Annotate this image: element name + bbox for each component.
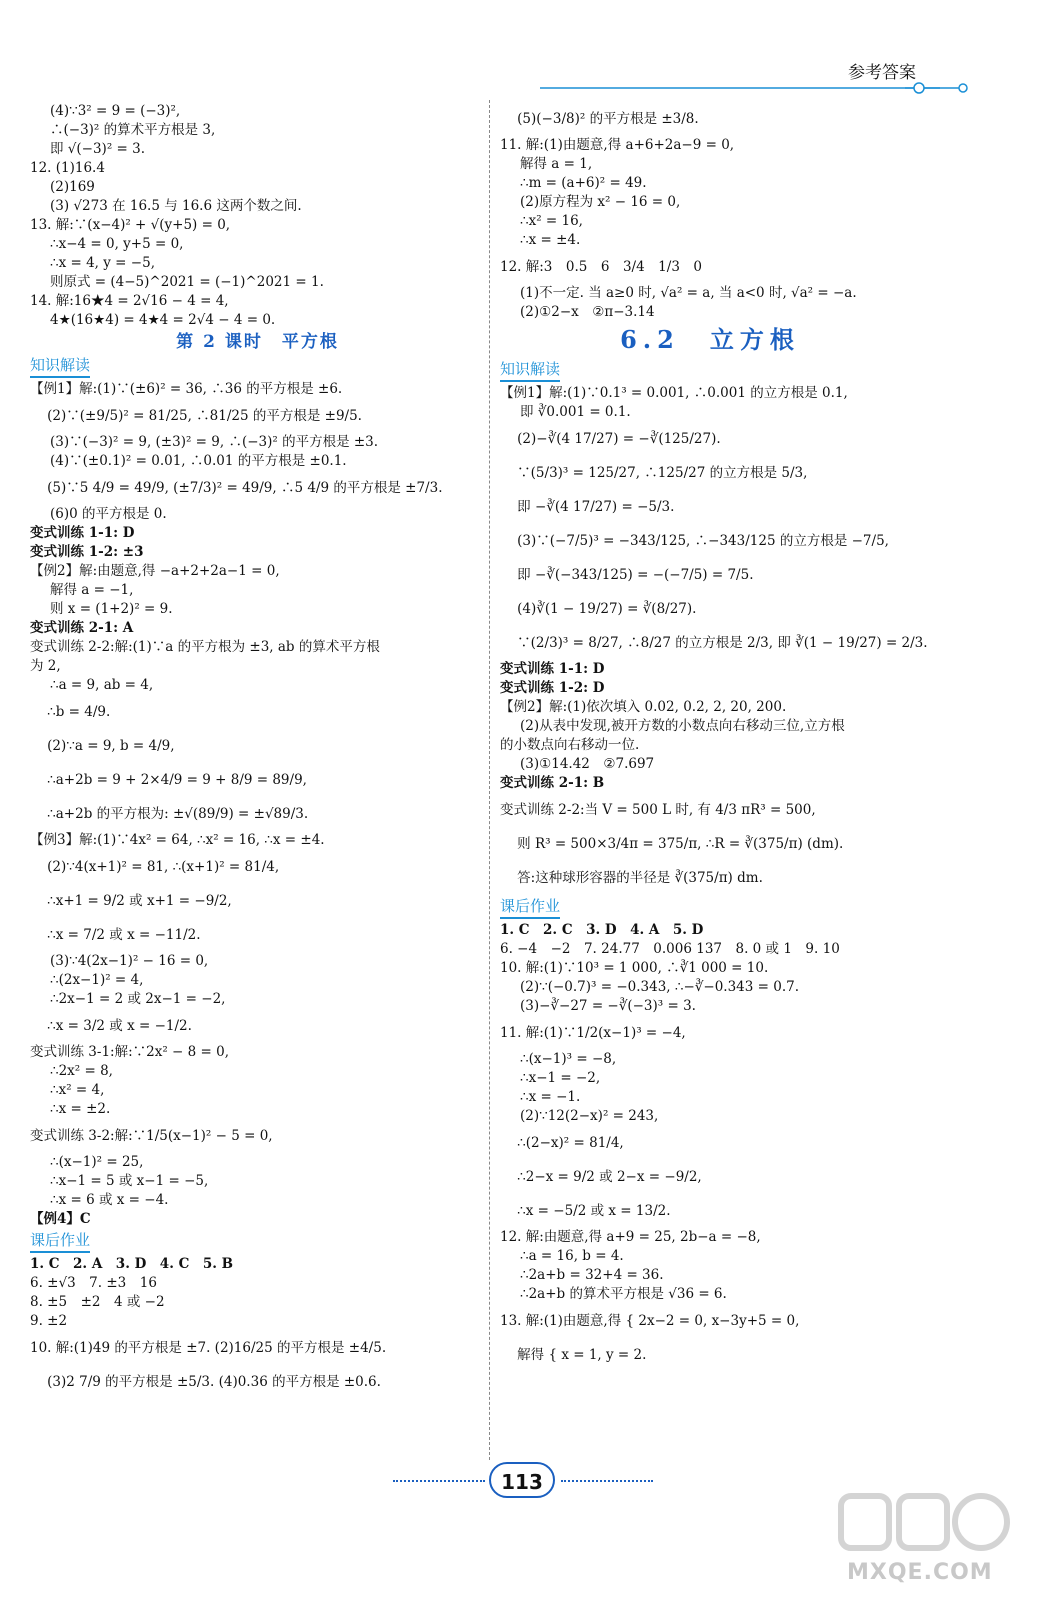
answer-line: (2)169 xyxy=(50,179,95,195)
answer-line: 则 x = (1+2)² = 9. xyxy=(50,601,173,617)
answer-line: ∵(5/3)³ = 125/27, ∴125/27 的立方根是 5/3, xyxy=(500,465,808,481)
answer-line: (3)∵(−7/5)³ = −343/125, ∴−343/125 的立方根是 −7/5, xyxy=(500,533,889,549)
answer-line: ∴x = −5/2 或 x = 13/2. xyxy=(500,1203,671,1219)
answer-line: ∴x² = 16, xyxy=(520,213,583,229)
answer-line: ∴(−3)² 的算术平方根是 3, xyxy=(50,122,216,138)
answer-line: (6)0 的平方根是 0. xyxy=(50,506,167,522)
page-number: 113 xyxy=(489,1462,555,1498)
answer-line: 则 R³ = 500×3/4π = 375/π, ∴R = ∛(375/π) (dm). xyxy=(500,836,844,852)
answer-key-line: 1. C 2. C 3. D 4. A 5. D xyxy=(500,922,704,938)
answer-line: ∴x+1 = 9/2 或 x+1 = −9/2, xyxy=(30,893,232,909)
answer-line: ∴a+2b 的平方根为: ±√(89/9) = ±√89/3. xyxy=(30,806,309,822)
answer-line: ∴a+2b = 9 + 2×4/9 = 9 + 8/9 = 89/9, xyxy=(30,772,307,788)
answer-key-line: 变式训练 2-1: A xyxy=(30,620,134,636)
answer-key-line: 变式训练 1-1: D xyxy=(30,525,135,541)
answer-line: 12. (1)16.4 xyxy=(30,160,105,176)
answer-line: ∴2a+b = 32+4 = 36. xyxy=(520,1267,664,1283)
answer-line: (2)①2−x ②π−3.14 xyxy=(520,304,655,320)
answer-line: ∴x−1 = 5 或 x−1 = −5, xyxy=(50,1173,209,1189)
subsection-heading-row xyxy=(30,1229,485,1255)
answer-line: ∴2a+b 的算术平方根是 √36 = 6. xyxy=(520,1286,727,1302)
answer-line: 变式训练 3-1:解:∵2x² − 8 = 0, xyxy=(30,1044,229,1060)
answer-line: 【例3】解:(1)∵4x² = 64, ∴x² = 16, ∴x = ±4. xyxy=(30,832,325,848)
answer-key-line: 变式训练 1-1: D xyxy=(500,661,605,677)
answer-line: ∴b = 4/9. xyxy=(30,704,111,720)
answer-line: 12. 解:3 0.5 6 3/4 1/3 0 xyxy=(500,259,702,275)
answer-line: (4)∛(1 − 19/27) = ∛(8/27). xyxy=(500,601,697,617)
answer-line: (2)∵(−0.7)³ = −0.343, ∴−∛−0.343 = 0.7. xyxy=(520,979,799,995)
watermark-text: MXQE.COM xyxy=(847,1560,993,1585)
section-title: 第 2 课时 平方根 xyxy=(176,332,339,352)
answer-line: ∴x−1 = −2, xyxy=(520,1070,601,1086)
header-circles-icon xyxy=(905,80,975,96)
watermark-icon xyxy=(835,1488,1015,1560)
answer-line: (1)不一定. 当 a≥0 时, √a² = a, 当 a<0 时, √a² = −a. xyxy=(520,285,857,301)
subsection-heading-row xyxy=(500,358,920,384)
answer-line: 为 2, xyxy=(30,658,61,674)
answer-line: (3) √273 在 16.5 与 16.6 这两个数之间. xyxy=(50,198,302,214)
answer-line: ∴m = (a+6)² = 49. xyxy=(520,175,647,191)
answer-line: (3)①14.42 ②7.697 xyxy=(520,756,655,772)
answer-line: 14. 解:16★4 = 2√16 − 4 = 4, xyxy=(30,293,229,309)
answer-key-line: 变式训练 2-1: B xyxy=(500,775,605,791)
answer-line: 解得 a = −1, xyxy=(50,582,134,598)
answer-line: 6. ±√3 7. ±3 16 xyxy=(30,1275,157,1291)
answer-line: (5)∵5 4/9 = 49/9, (±7/3)² = 49/9, ∴5 4/9 的平方根是 ±7/3. xyxy=(30,480,443,496)
answer-line: (5)(−3/8)² 的平方根是 ±3/8. xyxy=(500,111,699,127)
answer-line: ∴x = ±2. xyxy=(50,1101,111,1117)
page-number-footer xyxy=(393,1462,653,1500)
answer-line: (2)∵12(2−x)² = 243, xyxy=(520,1108,659,1124)
answer-line: 4★(16★4) = 4★4 = 2√4 − 4 = 0. xyxy=(50,312,276,328)
answer-line: 13. 解:(1)由题意,得 { 2x−2 = 0, x−3y+5 = 0, xyxy=(500,1313,800,1329)
answer-line: ∴x² = 4, xyxy=(50,1082,105,1098)
answer-line: 【例2】解:(1)依次填入 0.02, 0.2, 2, 20, 200. xyxy=(500,699,787,715)
answer-line: ∴x = 4, y = −5, xyxy=(50,255,155,271)
answer-line: 12. 解:由题意,得 a+9 = 25, 2b−a = −8, xyxy=(500,1229,761,1245)
answer-key-line: 变式训练 1-2: ±3 xyxy=(30,544,144,560)
left-column xyxy=(30,102,485,1399)
answer-line: ∴2−x = 9/2 或 2−x = −9/2, xyxy=(500,1169,702,1185)
answer-line: (2)∵(±9/5)² = 81/25, ∴81/25 的平方根是 ±9/5. xyxy=(30,408,362,424)
answer-line: 6. −4 −2 7. 24.77 0.006 137 8. 0 或 1 9. 10 xyxy=(500,941,840,957)
footer-dots-left xyxy=(393,1480,485,1482)
answer-line: ∴x = ±4. xyxy=(520,232,581,248)
answer-line: 即 −∛(−343/125) = −(−7/5) = 7/5. xyxy=(500,567,754,583)
answer-line: 11. 解:(1)由题意,得 a+6+2a−9 = 0, xyxy=(500,137,735,153)
answer-line: ∴2x² = 8, xyxy=(50,1063,113,1079)
subsection-heading: 知识解读 xyxy=(30,354,90,378)
answer-line: 变式训练 3-2:解:∵1/5(x−1)² − 5 = 0, xyxy=(30,1128,273,1144)
answer-line: 即 −∛(4 17/27) = −5/3. xyxy=(500,499,675,515)
answer-line: 10. 解:(1)∵10³ = 1 000, ∴∛1 000 = 10. xyxy=(500,960,769,976)
answer-line: ∴x = 7/2 或 x = −11/2. xyxy=(30,927,201,943)
answer-line: ∴x = 3/2 或 x = −1/2. xyxy=(30,1018,192,1034)
answer-key-line: 变式训练 1-2: D xyxy=(500,680,605,696)
answer-line: ∴2x−1 = 2 或 2x−1 = −2, xyxy=(50,991,226,1007)
answer-line: 的小数点向右移动一位. xyxy=(500,737,640,753)
answer-line: 答:这种球形容器的半径是 ∛(375/π) dm. xyxy=(500,870,763,886)
answer-line: (4)∵3² = 9 = (−3)², xyxy=(50,103,181,119)
answer-line: 【例1】解:(1)∵0.1³ = 0.001, ∴0.001 的立方根是 0.1, xyxy=(500,385,848,401)
answer-line: ∴(2−x)² = 81/4, xyxy=(500,1135,624,1151)
answer-line: ∴(x−1)³ = −8, xyxy=(520,1051,617,1067)
answer-line: 13. 解:∵(x−4)² + √(y+5) = 0, xyxy=(30,217,231,233)
answer-line: ∴x = −1. xyxy=(520,1089,581,1105)
answer-line: (2)∵a = 9, b = 4/9, xyxy=(30,738,175,754)
footer-dots-right xyxy=(561,1480,653,1482)
answer-line: 解得 { x = 1, y = 2. xyxy=(500,1347,647,1363)
subsection-heading: 课后作业 xyxy=(30,1229,90,1253)
subsection-heading-row xyxy=(500,895,920,921)
watermark-logo xyxy=(835,1488,1015,1588)
answer-line: ∴a = 16, b = 4. xyxy=(520,1248,624,1264)
header-title: 参考答案 xyxy=(848,63,916,83)
answer-line: 10. 解:(1)49 的平方根是 ±7. (2)16/25 的平方根是 ±4/5. xyxy=(30,1340,387,1356)
section-heading: 6.2 立方根 xyxy=(620,325,800,354)
answer-line: (2)从表中发现,被开方数的小数点向右移动三位,立方根 xyxy=(520,718,845,734)
answer-line: 【例2】解:由题意,得 −a+2+2a−1 = 0, xyxy=(30,563,280,579)
answer-line: ∴x−4 = 0, y+5 = 0, xyxy=(50,236,184,252)
answer-line: (3)2 7/9 的平方根是 ±5/3. (4)0.36 的平方根是 ±0.6. xyxy=(30,1374,381,1390)
answer-line: 【例1】解:(1)∵(±6)² = 36, ∴36 的平方根是 ±6. xyxy=(30,381,343,397)
answer-line: 解得 a = 1, xyxy=(520,156,593,172)
answer-line: ∴(x−1)² = 25, xyxy=(50,1154,144,1170)
answer-line: ∴x = 6 或 x = −4. xyxy=(50,1192,169,1208)
column-divider xyxy=(489,100,490,1460)
subsection-heading: 课后作业 xyxy=(500,895,560,919)
subsection-heading-row xyxy=(30,354,485,380)
answer-line: 即 ∛0.001 = 0.1. xyxy=(520,404,631,420)
subsection-heading: 知识解读 xyxy=(500,358,560,382)
page-header xyxy=(0,0,1038,110)
answer-line: 8. ±5 ±2 4 或 −2 xyxy=(30,1294,165,1310)
answer-line: 变式训练 2-2:当 V = 500 L 时, 有 4/3 πR³ = 500, xyxy=(500,802,816,818)
answer-line: (2)−∛(4 17/27) = −∛(125/27). xyxy=(500,431,721,447)
answer-line: (3)∵4(2x−1)² − 16 = 0, xyxy=(50,953,209,969)
answer-line: (2)原方程为 x² − 16 = 0, xyxy=(520,194,681,210)
header-decoration xyxy=(540,86,940,90)
answer-line: 则原式 = (4−5)^2021 = (−1)^2021 = 1. xyxy=(50,274,324,290)
answer-line: 11. 解:(1)∵1/2(x−1)³ = −4, xyxy=(500,1025,686,1041)
answer-line: 即 √(−3)² = 3. xyxy=(50,141,146,157)
answer-line: ∵(2/3)³ = 8/27, ∴8/27 的立方根是 2/3, 即 ∛(1 − 19/27) = 2/3. xyxy=(500,635,928,651)
answer-line: 变式训练 2-2:解:(1)∵a 的平方根为 ±3, ab 的算术平方根 xyxy=(30,639,380,655)
answer-line: ∴(2x−1)² = 4, xyxy=(50,972,144,988)
answer-line: (3)−∛−27 = −∛(−3)³ = 3. xyxy=(520,998,696,1014)
answer-line: (3)∵(−3)² = 9, (±3)² = 9, ∴(−3)² 的平方根是 ±3. xyxy=(50,434,379,450)
answer-line: 9. ±2 xyxy=(30,1313,68,1329)
answer-line: (2)∵4(x+1)² = 81, ∴(x+1)² = 81/4, xyxy=(30,859,280,875)
answer-line: (4)∵(±0.1)² = 0.01, ∴0.01 的平方根是 ±0.1. xyxy=(50,453,347,469)
answer-key-line: 【例4】C xyxy=(30,1211,91,1227)
answer-line: ∴a = 9, ab = 4, xyxy=(50,677,154,693)
answer-key-line: 1. C 2. A 3. D 4. C 5. B xyxy=(30,1256,234,1272)
right-column xyxy=(500,102,928,1372)
